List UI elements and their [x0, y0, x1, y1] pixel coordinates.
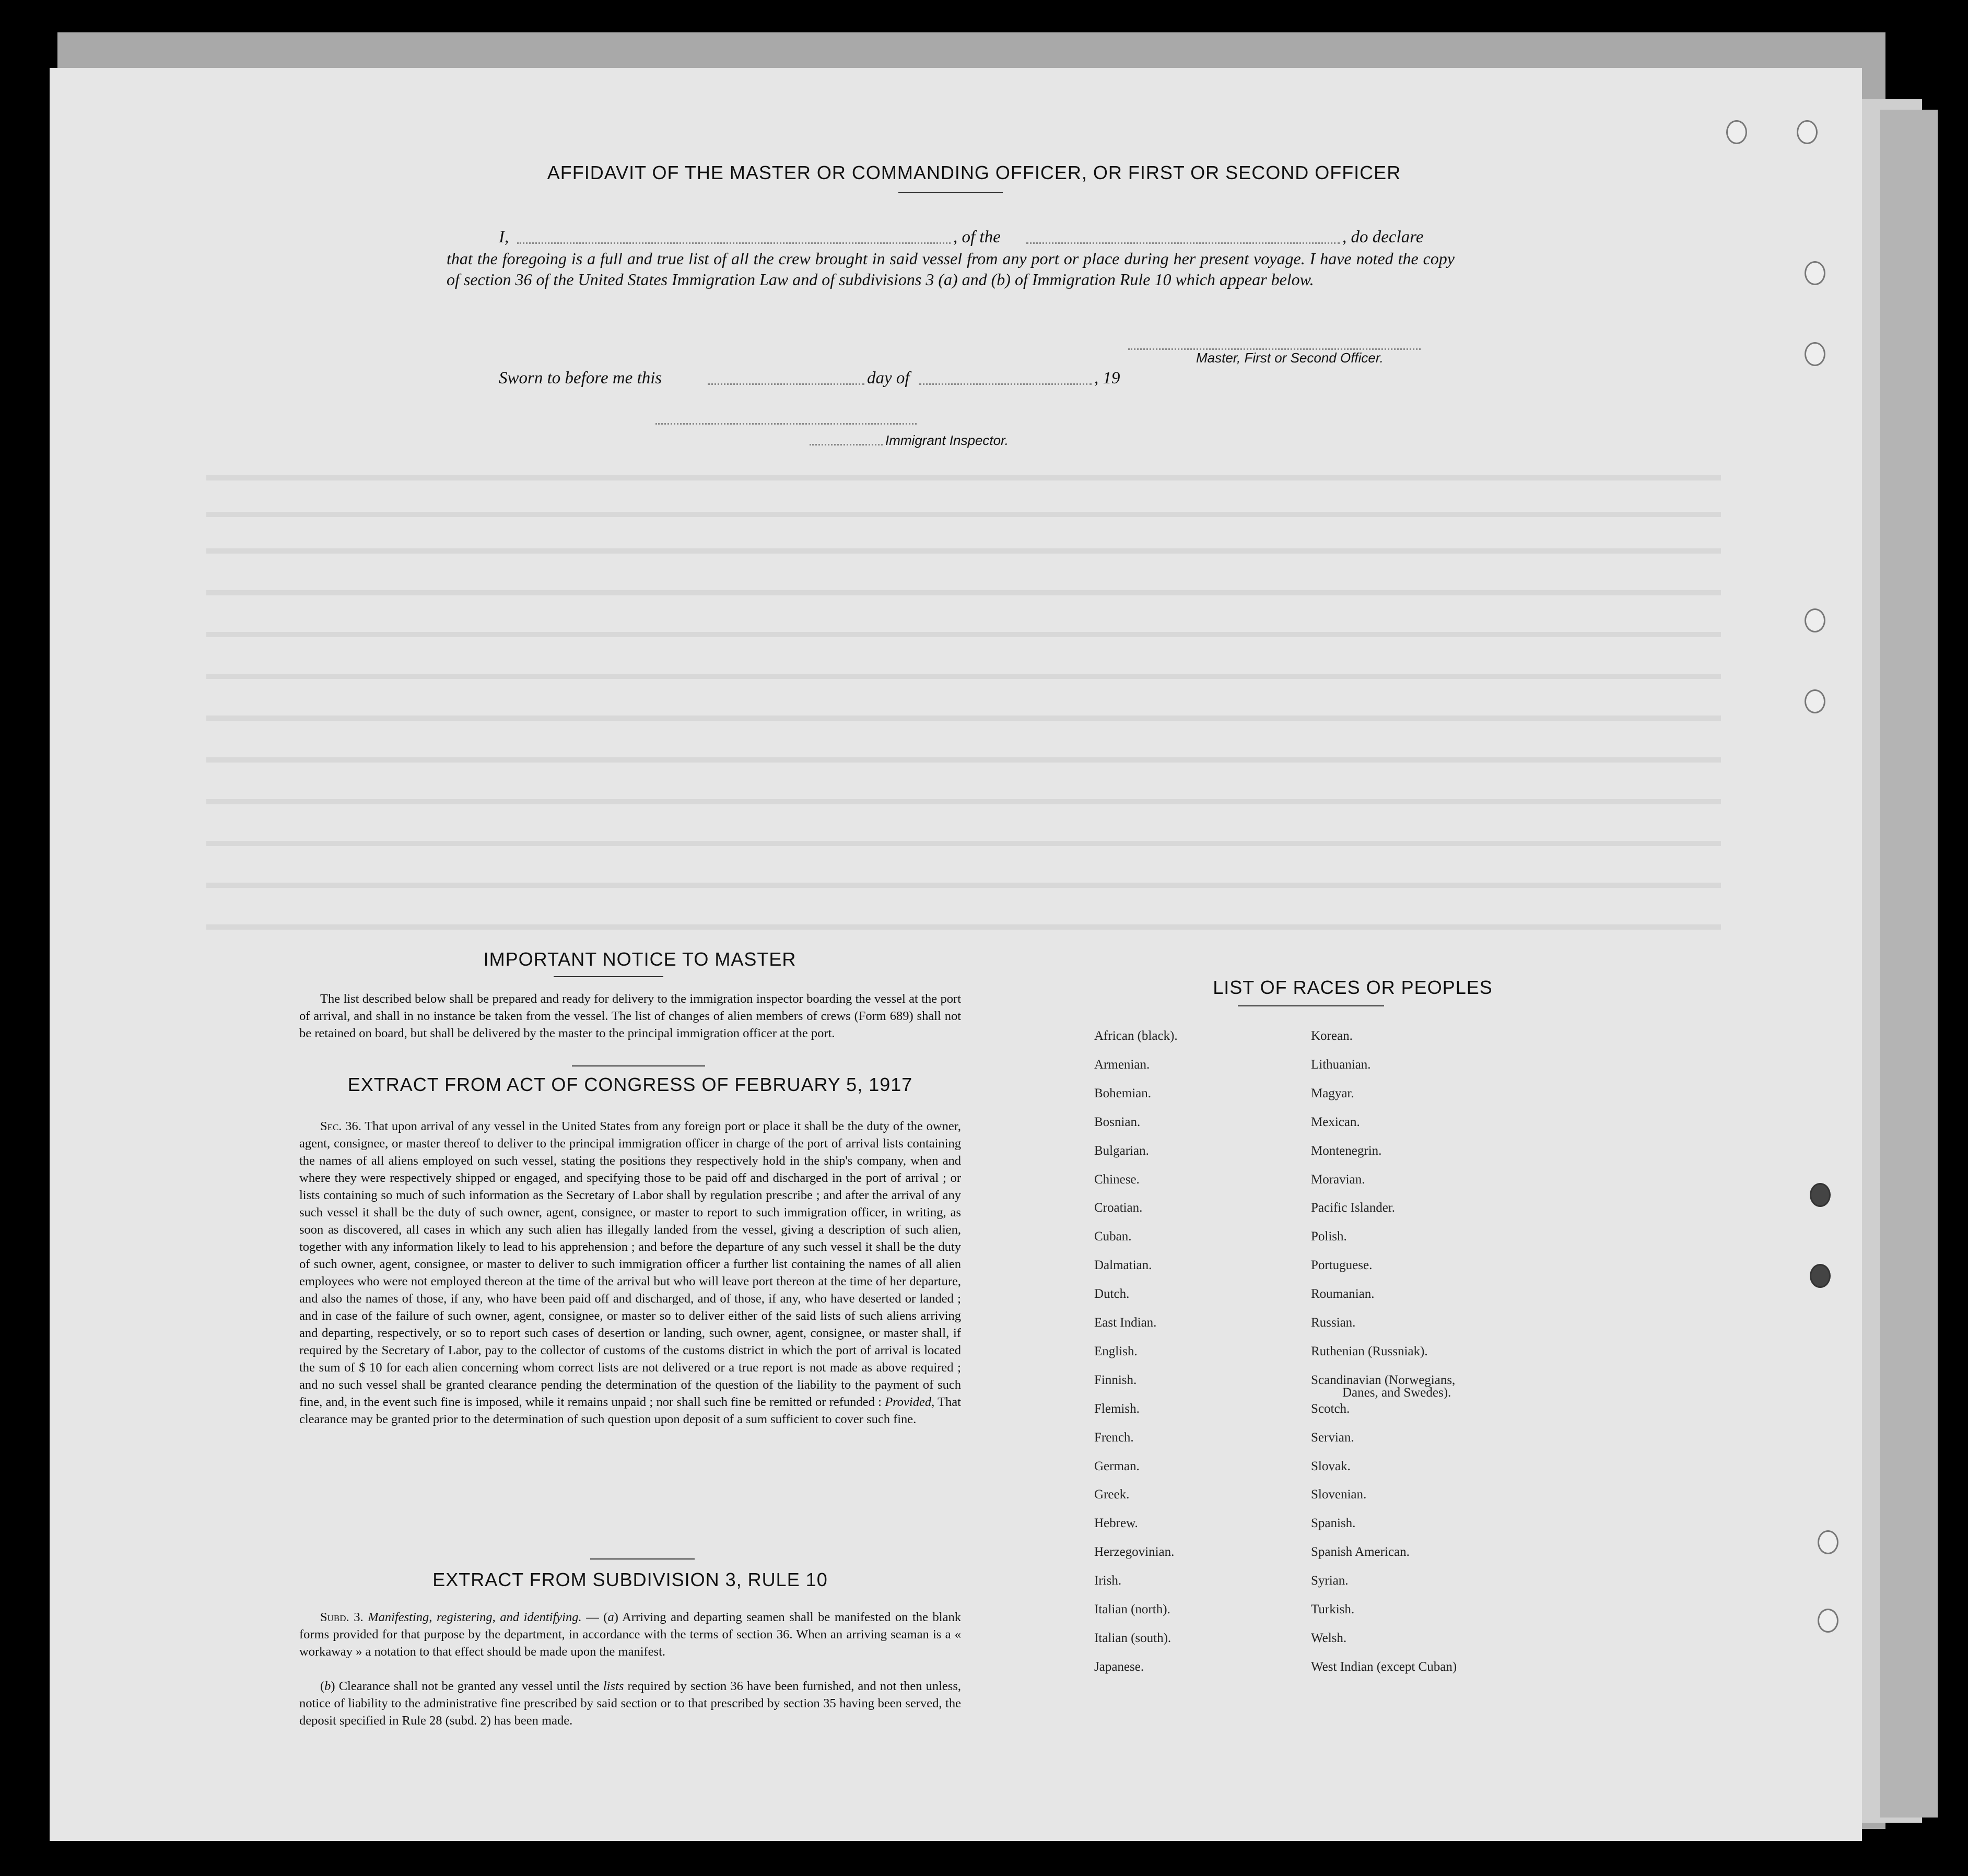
title-rule	[898, 192, 1003, 193]
race-item: Croatian.	[1094, 1201, 1143, 1215]
para-b-text1: ) Clearance shall not be granted any vessel until the	[331, 1679, 603, 1693]
race-item: West Indian (except Cuban)	[1311, 1659, 1457, 1674]
affidavit-body: that the foregoing is a full and true list of all the crew brought in said vessel from any port or place during her present voyage. I have noted the copy of section 36 of the United States Immigration Law and of subdivisions 3 (a) and (b) of Immigration Rule 10 which appear below.	[447, 249, 1455, 289]
race-item: Slovak.	[1311, 1459, 1351, 1473]
affidavit-title: AFFIDAVIT OF THE MASTER OR COMMANDING OFFICER, OR FIRST OR SECOND OFFICER	[547, 162, 1401, 183]
race-item: Magyar.	[1311, 1086, 1354, 1100]
race-item: Greek.	[1094, 1487, 1130, 1502]
month-blank	[919, 383, 1092, 385]
signer-caption: Master, First or Second Officer.	[1196, 350, 1384, 366]
race-item: Herzegovinian.	[1094, 1545, 1175, 1560]
title-rule	[1238, 1005, 1384, 1006]
punch-hole	[1818, 1609, 1838, 1633]
para-a-letter: a	[607, 1610, 614, 1624]
name-blank	[517, 242, 951, 244]
title-rule	[554, 976, 663, 977]
race-item: Portuguese.	[1311, 1258, 1373, 1273]
para-a-dash: — (	[581, 1610, 608, 1624]
sec-label: Sec. 36.	[320, 1119, 361, 1133]
inspector-blank	[810, 444, 883, 445]
rule-title: EXTRACT FROM SUBDIVISION 3, RULE 10	[432, 1569, 828, 1590]
race-item: Syrian.	[1311, 1574, 1349, 1588]
act-title: EXTRACT FROM ACT OF CONGRESS OF FEBRUARY 5, 1917	[347, 1074, 913, 1095]
affidavit-declare: , do declare	[1342, 228, 1424, 247]
notice-body: The list described below shall be prepared and ready for delivery to the immigration inspector boarding the vessel at the port of arrival, and shall in no instance be taken from the vessel. The list of changes of alien members of crews (Form 689) shall not be retained on board, but shall be delivered by the master to the principal immigration officer at the port.	[299, 992, 961, 1040]
race-item: Montenegrin.	[1311, 1143, 1382, 1158]
race-item: Russian.	[1311, 1316, 1356, 1330]
race-item: Ruthenian (Russniak).	[1311, 1344, 1428, 1358]
punch-hole	[1810, 1264, 1831, 1288]
punch-hole	[1805, 342, 1825, 366]
day-blank	[708, 383, 864, 385]
punch-hole	[1797, 120, 1818, 144]
para-b-lists: lists	[603, 1679, 624, 1693]
bleed-through-line	[206, 883, 1721, 888]
race-item: Welsh.	[1311, 1631, 1347, 1645]
race-item: East Indian.	[1094, 1316, 1157, 1330]
race-item: Roumanian.	[1311, 1287, 1375, 1302]
para-b-text2: required by section 36 have been furnished, and not then unless, notice of liability to the administrative fine prescribed by said section or to that prescribed by section 35 having been served, the deposit specified in Rule 28 (subd. 2) has been made.	[299, 1679, 961, 1728]
race-item: Spanish American.	[1311, 1545, 1410, 1560]
act-body-pre: That upon arrival of any vessel in the United States from any foreign port or place it shall be the duty of the owner, agent, consignee, or master thereof to deliver to the principal immigration officer in charge of the port of arrival lists containing the names of all aliens employed on such vessel, stating the positions they respectively hold in the ship's company, when and where they were respectively shipped or engaged, and specifying those to be paid off and discharged in the port of arrival ; or lists containing so much of such information as the Secretary of Labor shall by regulation prescribe ; and after the arrival of any such vessel it shall be the duty of such owner, agent, consignee, or master to report to such immigration officer, in writing, as soon as discovered, all cases in which any such alien has illegally landed from the vessel, giving a description of such alien, together with any information likely to lead to his apprehension ; and before the departure of any such vessel it shall be the duty of such owner, agent, consignee, or master to deliver to such immigration officer a further list containing the names of all alien employees who were not employed thereon at the time of the arrival but who will leave port thereon at the time of her departure, and also the names of those, if any, who have been paid off and discharged, and of those, if any, who have deserted or landed ; and in case of the failure of such owner, agent, consignee, or master so to deliver either of the said lists of such aliens arriving and departing, respectively, or so to report such cases of desertion or landing, such owner, agent, consignee, or master shall, if required by the Secretary of Labor, pay to the collector of customs of the customs district in which the port of arrival is located the sum of $ 10 for each alien concerning whom correct lists are not delivered or a true report is not made as above required ; and no such vessel shall be granted clearance pending the determination of the question of the liability to the payment of such fine, and, in the event such fine is imposed, while it remains unpaid ; nor shall such fine be remitted or refunded :	[299, 1119, 961, 1409]
bleed-through-line	[206, 512, 1721, 517]
inspector-caption: Immigrant Inspector.	[885, 432, 1009, 448]
race-item: Japanese.	[1094, 1659, 1144, 1674]
race-item: Cuban.	[1094, 1229, 1132, 1244]
race-item: Korean.	[1311, 1029, 1353, 1043]
inspector-signature-blank	[655, 423, 917, 425]
bleed-through-line	[206, 757, 1721, 763]
rule-para-a	[299, 1609, 961, 1660]
race-item: Polish.	[1311, 1229, 1347, 1244]
race-item: Moravian.	[1311, 1172, 1365, 1187]
punch-hole	[1805, 261, 1825, 285]
race-item: African (black).	[1094, 1029, 1178, 1043]
race-item: English.	[1094, 1344, 1138, 1358]
race-item: Bulgarian.	[1094, 1143, 1149, 1158]
race-item: Chinese.	[1094, 1172, 1140, 1187]
race-item: Slovenian.	[1311, 1487, 1367, 1502]
underlying-sheet-edge	[1880, 110, 1938, 1818]
subd-title: Manifesting, registering, and identifying.	[363, 1610, 582, 1624]
race-item: Dutch.	[1094, 1287, 1130, 1302]
race-item: French.	[1094, 1430, 1134, 1445]
race-item: Armenian.	[1094, 1057, 1150, 1072]
race-item: German.	[1094, 1459, 1140, 1473]
para-b-open: (	[320, 1679, 325, 1693]
affidavit-i: I,	[499, 228, 509, 247]
section-rule	[590, 1558, 695, 1560]
race-item: Spanish.	[1311, 1516, 1356, 1531]
race-item: Bohemian.	[1094, 1086, 1152, 1100]
bleed-through-line	[206, 632, 1721, 637]
races-title: LIST OF RACES OR PEOPLES	[1213, 977, 1493, 998]
section-rule	[572, 1065, 705, 1066]
race-item: Pacific Islander.	[1311, 1201, 1396, 1215]
race-item: Turkish.	[1311, 1602, 1355, 1616]
race-item: Mexican.	[1311, 1115, 1360, 1129]
race-item: Flemish.	[1094, 1401, 1140, 1416]
race-item: Italian (south).	[1094, 1631, 1172, 1645]
race-item: Scandinavian (Norwegians,	[1311, 1373, 1456, 1387]
bleed-through-line	[206, 548, 1721, 554]
affidavit-of-the: , of the	[953, 228, 1001, 247]
race-item: Scotch.	[1311, 1401, 1350, 1416]
vessel-blank	[1026, 242, 1340, 244]
para-b-letter: b	[324, 1679, 331, 1693]
provided-word: Provided,	[885, 1395, 935, 1409]
bleed-through-line	[206, 924, 1721, 930]
rule-para-b	[299, 1678, 961, 1729]
notice-title: IMPORTANT NOTICE TO MASTER	[483, 948, 796, 970]
bleed-through-line	[206, 590, 1721, 595]
punch-hole	[1805, 689, 1825, 713]
bleed-through-line	[206, 799, 1721, 804]
race-item: Bosnian.	[1094, 1115, 1141, 1129]
race-item: Finnish.	[1094, 1373, 1137, 1387]
bleed-through-line	[206, 475, 1721, 480]
act-body	[299, 1118, 961, 1428]
sworn-text: Sworn to before me this	[499, 369, 662, 388]
race-item: Hebrew.	[1094, 1516, 1138, 1531]
punch-hole	[1810, 1183, 1831, 1207]
punch-hole	[1818, 1530, 1838, 1554]
race-item: Dalmatian.	[1094, 1258, 1152, 1273]
day-of-text: day of	[867, 369, 910, 388]
race-item: Irish.	[1094, 1574, 1122, 1588]
race-item: Lithuanian.	[1311, 1057, 1371, 1072]
punch-hole	[1726, 120, 1747, 144]
document-page	[50, 68, 1862, 1841]
act-body-post: That clearance may be granted prior to the determination of such question upon deposit of a sum sufficient to cover such fine.	[299, 1395, 961, 1426]
bleed-through-line	[206, 716, 1721, 721]
race-item: Servian.	[1311, 1430, 1354, 1445]
race-item: Italian (north).	[1094, 1602, 1170, 1616]
bleed-through-line	[206, 674, 1721, 679]
subd-label: Subd. 3.	[320, 1610, 364, 1624]
punch-hole	[1805, 608, 1825, 632]
year-text: , 19	[1094, 369, 1120, 388]
race-item-continuation: Danes, and Swedes).	[1342, 1385, 1451, 1400]
bleed-through-line	[206, 841, 1721, 846]
para-a-text: ) Arriving and departing seamen shall be manifested on the blank forms provided for that purpose by the department, in accordance with the terms of section 36. When an arriving seaman is a « workaway » a notation to that effect should be made upon the manifest.	[299, 1610, 961, 1659]
